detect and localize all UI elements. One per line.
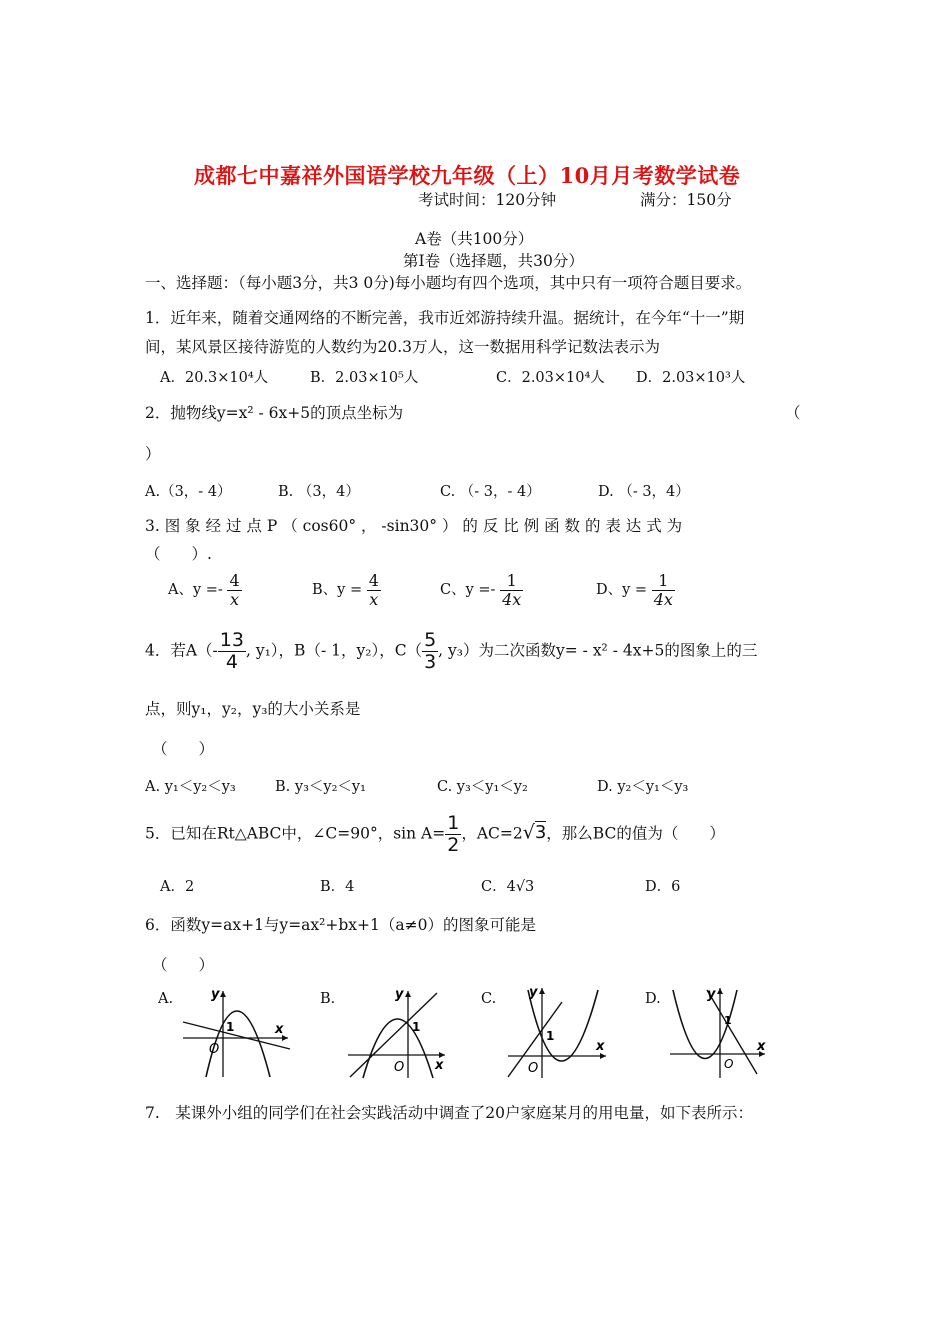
denominator: 4x — [653, 589, 673, 609]
section-heading: 一、选择题：（每小题3分，共3 0分)每小题均有四个选项，其中只有一项符合题目要求。 — [145, 274, 752, 292]
question-2-option-a: A.（3，- 4） — [145, 484, 232, 500]
question-1-option-d: D．2.03×10³人 — [636, 370, 746, 386]
question-4-option-b: B. y₃＜y₂＜y₁ — [275, 779, 366, 795]
graph-b-svg — [345, 985, 450, 1080]
fraction — [227, 572, 241, 608]
fraction — [652, 572, 675, 608]
origin-label: O — [528, 1061, 539, 1076]
question-3-line1: 3. 图 象 经 过 点 P （ cos60° ， -sin30° ） 的 反 比 例 函 数 的 表 达 式 为 — [145, 517, 683, 535]
numerator: 5 — [424, 629, 437, 651]
question-4-option-a: A. y₁＜y₂＜y₃ — [145, 779, 236, 795]
exam-time: 考试时间：120分钟 — [418, 191, 557, 209]
graph-a-svg — [178, 985, 298, 1080]
fraction — [500, 572, 523, 608]
y-label: y — [395, 987, 404, 1002]
question-2-line1: 2．抛物线y=x² - 6x+5的顶点坐标为 — [145, 404, 404, 422]
question-3-line2: （ ）. — [145, 545, 212, 563]
question-5-option-a: A．2 — [160, 879, 195, 895]
question-2-option-c: C. （- 3，- 4） — [440, 484, 541, 500]
origin-label: O — [724, 1057, 734, 1071]
denominator: 4x — [502, 589, 522, 609]
question-6-option-b-label: B. — [320, 991, 336, 1007]
question-7-line1: 7. 某课外小组的同学们在社会实践活动中调查了20户家庭某月的用电量，如下表所示： — [145, 1104, 754, 1122]
question-4-option-c: C. y₃＜y₁＜y₂ — [437, 779, 528, 795]
graph-c-svg — [500, 982, 610, 1080]
q5-mid: ，AC=2 — [461, 824, 523, 843]
option-label: B、y = — [312, 582, 363, 599]
q4-a-rest: , y₁），B（- 1，y₂），C（ — [245, 641, 423, 660]
fraction-a — [218, 630, 246, 673]
numerator: 1 — [500, 572, 523, 591]
graph-option-b — [345, 985, 450, 1080]
intercept-label: 1 — [546, 1029, 555, 1043]
y-label: y — [707, 987, 716, 1002]
question-1-line1: 1．近年来，随着交通网络的不断完善，我市近郊游持续升温。据统计，在今年“十一”期 — [145, 309, 745, 327]
question-1-option-c: C．2.03×10⁴人 — [496, 370, 605, 386]
numerator: 1 — [652, 572, 675, 591]
fraction-c — [422, 630, 438, 673]
denominator: 2 — [447, 833, 460, 856]
question-4-option-d: D. y₂＜y₁＜y₃ — [597, 779, 689, 795]
question-6-option-a-label: A. — [158, 991, 174, 1007]
line — [183, 1022, 290, 1049]
volume-heading: A卷（共100分） — [415, 230, 534, 248]
numerator: 13 — [219, 629, 244, 651]
y-axis-arrow — [539, 988, 545, 994]
question-4-line2: 点，则y₁，y₂，y₃的大小关系是 — [145, 700, 361, 718]
x-label: x — [275, 1022, 284, 1037]
question-4-line1 — [145, 630, 757, 673]
y-label: y — [529, 985, 538, 1000]
intercept-label: 1 — [226, 1020, 235, 1034]
q4-c-rest: , y₃）为二次函数y= - x² - 4x+5的图象上的三 — [438, 641, 758, 660]
option-label: D、y = — [596, 582, 648, 599]
question-5-line1 — [145, 813, 725, 856]
option-label: A、y =- — [168, 582, 223, 599]
graph-option-a — [178, 985, 298, 1080]
graph-option-c — [500, 982, 610, 1080]
y-label: y — [211, 987, 220, 1002]
x-label: x — [757, 1039, 766, 1054]
graph-d-svg — [665, 982, 770, 1080]
numerator: 1 — [447, 812, 460, 834]
question-1-option-a: A．20.3×10⁴人 — [160, 370, 269, 386]
question-2-open-paren: （ — [785, 404, 801, 422]
question-2-option-b: B. （3，4） — [278, 484, 360, 500]
fraction — [445, 813, 461, 856]
question-3-option-b — [312, 572, 381, 608]
full-score: 满分：150分 — [640, 191, 732, 209]
graph-option-d — [665, 982, 770, 1080]
question-6-option-c-label: C. — [481, 991, 497, 1007]
parabola — [528, 990, 598, 1061]
denominator: x — [369, 589, 379, 609]
denominator: 3 — [424, 650, 437, 673]
q4-prefix: 4．若A（- — [145, 641, 218, 660]
fraction — [367, 572, 381, 608]
numerator: 4 — [229, 571, 240, 590]
y-axis-arrow — [405, 991, 411, 997]
y-axis-arrow — [717, 988, 723, 994]
origin-label: O — [394, 1060, 405, 1075]
origin-label: O — [209, 1042, 220, 1057]
intercept-label: 1 — [724, 1014, 732, 1027]
option-label: C、y =- — [440, 582, 496, 599]
question-2-close-paren: ） — [145, 445, 161, 463]
question-2-option-d: D. （- 3，4） — [598, 484, 690, 500]
numerator: 4 — [368, 571, 379, 590]
question-4-paren: （ ） — [152, 740, 215, 758]
question-3-option-c — [440, 572, 523, 608]
denominator: 4 — [225, 650, 238, 673]
q5-suffix: ，那么BC的值为（ ） — [546, 824, 725, 843]
question-6-paren: （ ） — [152, 956, 215, 974]
question-5-option-d: D．6 — [645, 879, 681, 895]
y-axis-arrow — [220, 991, 226, 997]
question-5-option-b: B．4 — [320, 879, 355, 895]
question-3-option-d — [596, 572, 675, 608]
sqrt-radicand: 3 — [534, 822, 547, 844]
denominator: x — [230, 589, 240, 609]
question-1-line2: 间，某风景区接待游览的人数约为20.3万人，这一数据用科学记数法表示为 — [145, 338, 661, 356]
x-label: x — [596, 1039, 605, 1054]
question-5-option-c: C．4√3 — [481, 879, 535, 895]
question-3-option-a — [168, 572, 242, 608]
exam-title: 成都七中嘉祥外国语学校九年级（上）10月月考数学试卷 — [194, 163, 741, 188]
intercept-label: 1 — [412, 1020, 421, 1034]
question-1-option-b: B．2.03×10⁵人 — [310, 370, 419, 386]
question-6-option-d-label: D. — [645, 991, 661, 1007]
x-label: x — [435, 1058, 444, 1073]
q5-prefix: 5．已知在Rt△ABC中，∠C=90°，sin A= — [145, 824, 446, 843]
sqrt-symbol: √ — [522, 821, 535, 844]
question-6-line1: 6．函数y=ax+1与y=ax²+bx+1（a≠0）的图象可能是 — [145, 916, 536, 934]
part-heading: 第Ⅰ卷（选择题，共30分） — [403, 252, 584, 270]
